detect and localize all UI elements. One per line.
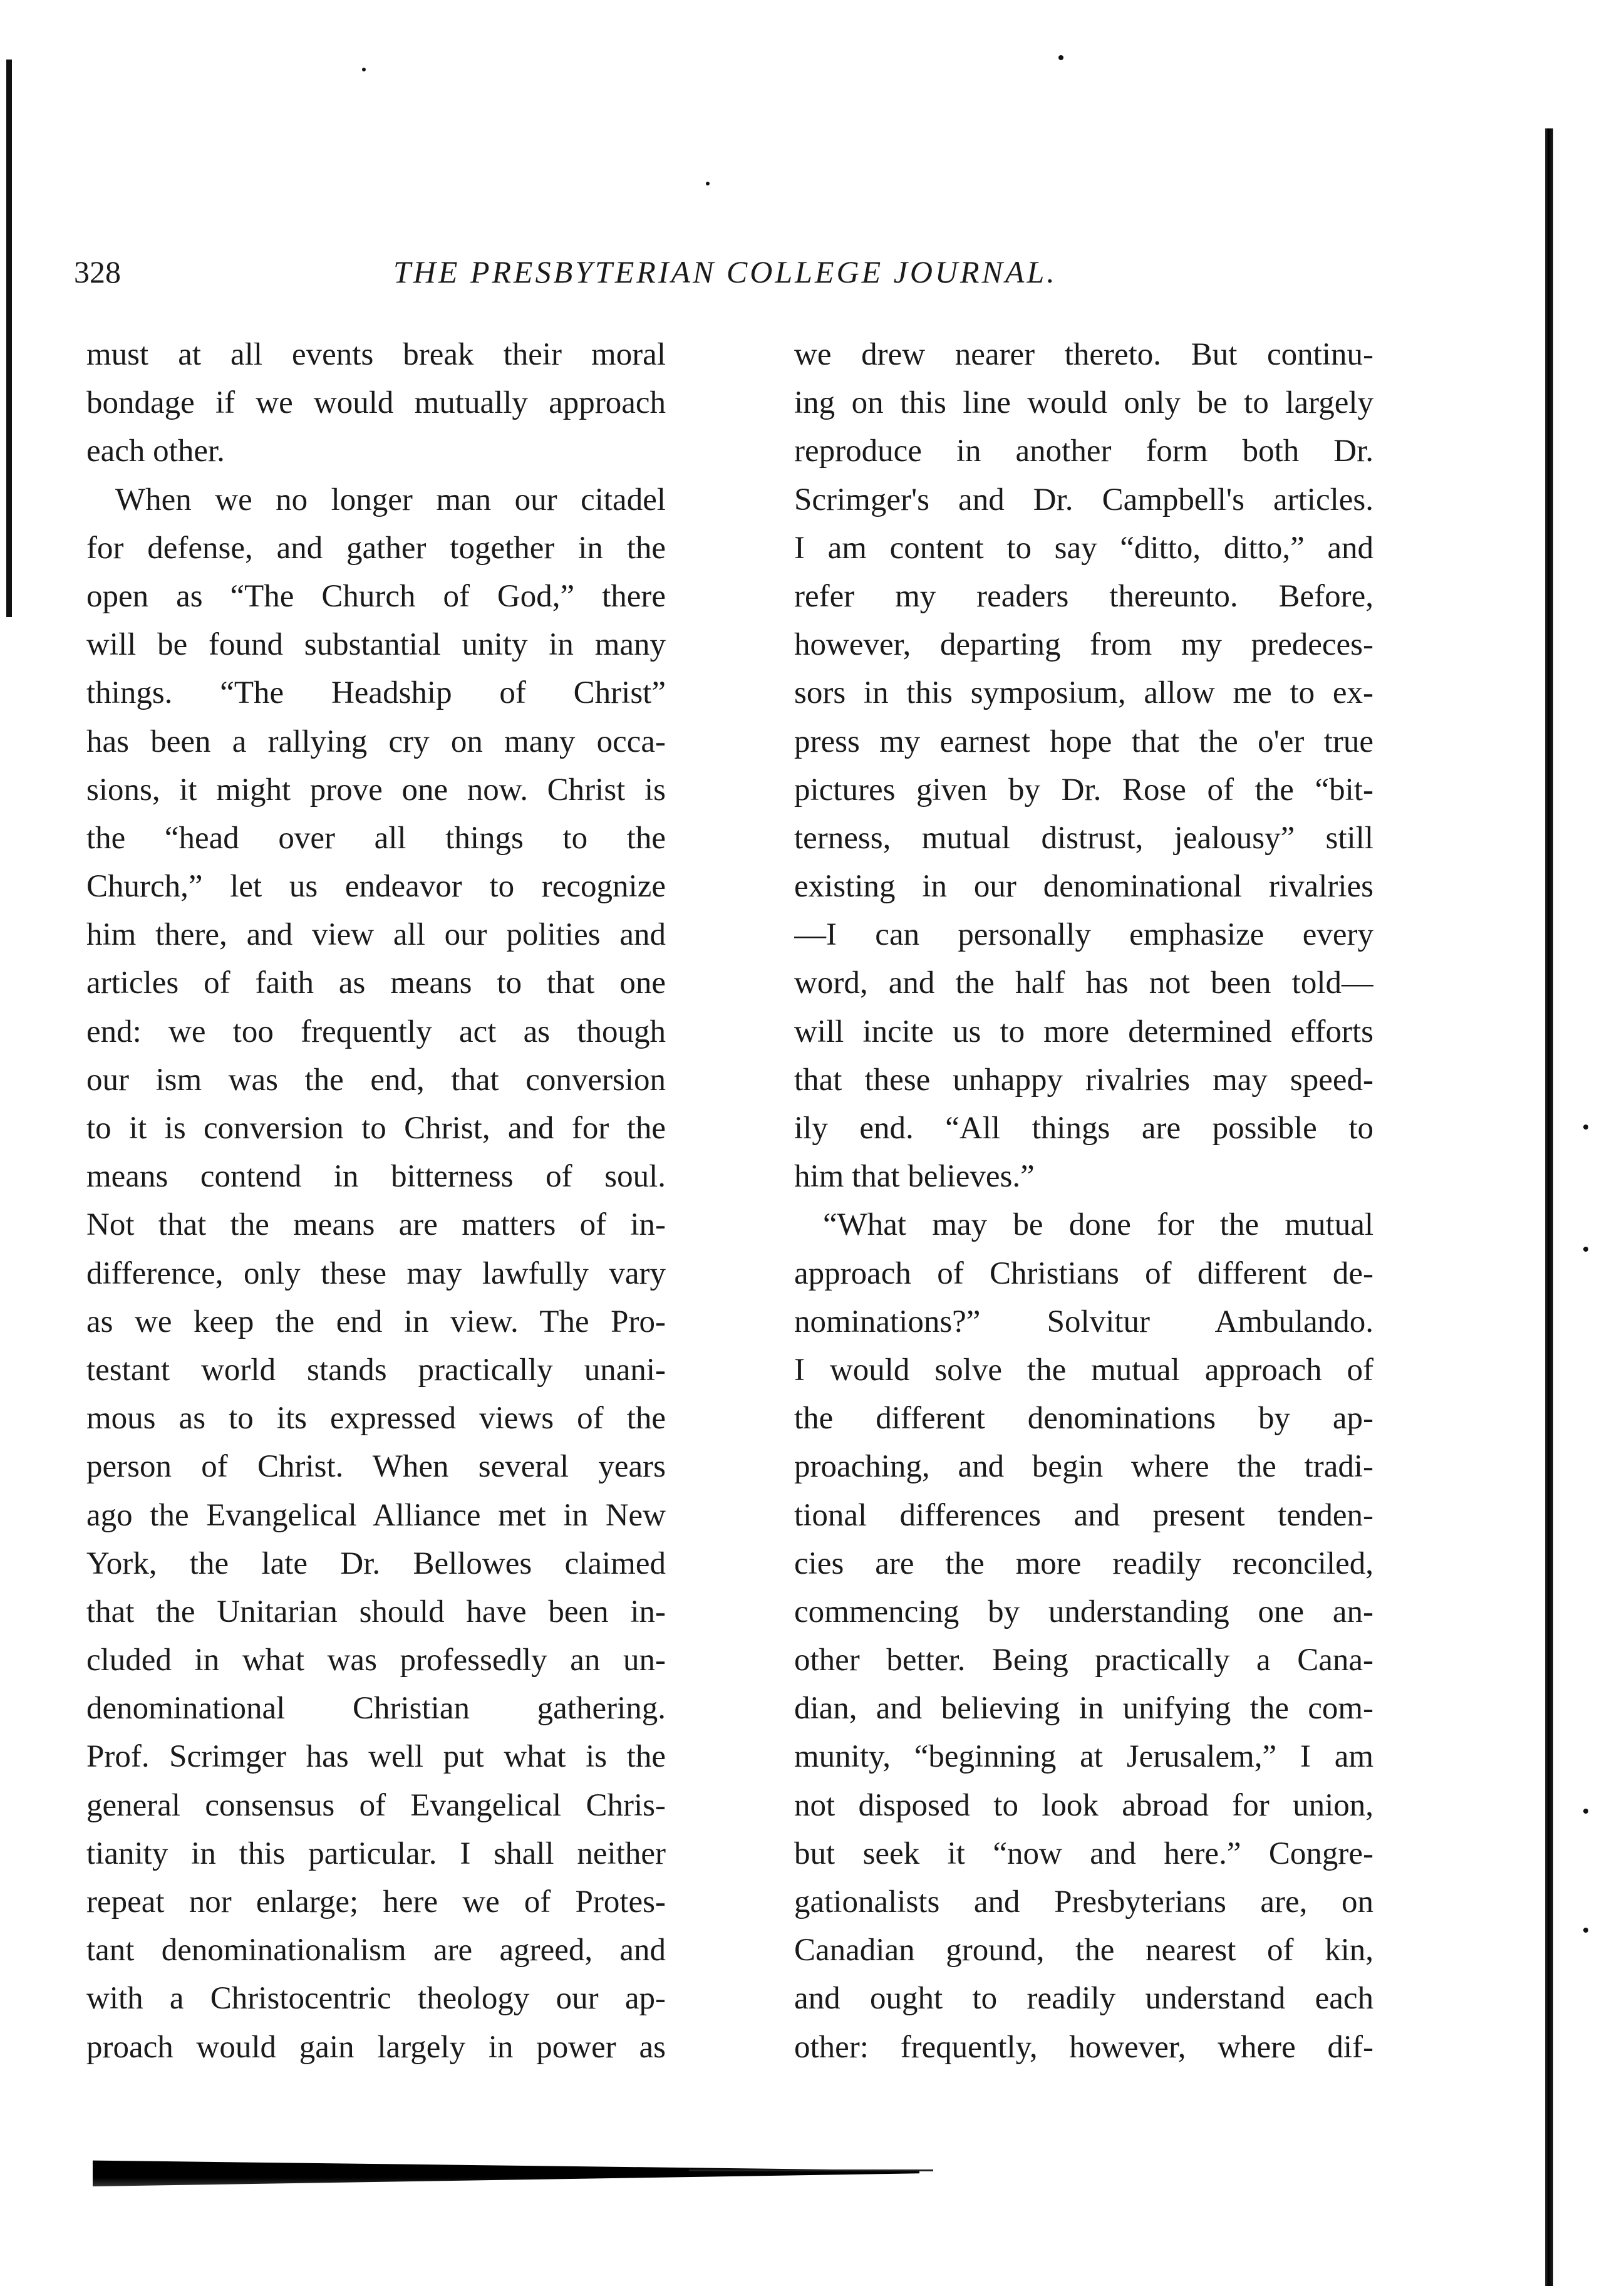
text-line: articles of faith as means to that one (86, 965, 666, 1001)
text-line: proach would gain largely in power as (86, 2029, 666, 2065)
page-header (74, 254, 1496, 304)
text-line: person of Christ. When several years (86, 1449, 666, 1485)
text-line: ago the Evangelical Alliance met in New (86, 1497, 666, 1533)
text-line: I am content to say “ditto, ditto,” and (794, 530, 1373, 566)
text-line: tant denominationalism are agreed, and (86, 1933, 666, 1968)
text-line: dian, and believing in unifying the com- (794, 1691, 1373, 1727)
text-line: mous as to its expressed views of the (86, 1401, 666, 1437)
text-line: sions, it might prove one now. Christ is (86, 772, 666, 808)
text-line: will be found substantial unity in many (86, 627, 666, 663)
text-line: press my earnest hope that the o'er true (794, 724, 1373, 759)
scan-bottom-bar (93, 2158, 919, 2186)
text-line: cluded in what was professedly an un- (86, 1643, 666, 1678)
text-line: must at all events break their moral (86, 337, 666, 372)
text-line: Church,” let us endeavor to recognize (86, 869, 666, 905)
text-line: him that believes.” (794, 1159, 1035, 1195)
scan-bottom-line (689, 2169, 933, 2171)
text-line: open as “The Church of God,” there (86, 578, 666, 614)
scan-speck (1583, 1928, 1588, 1933)
text-line: terness, mutual distrust, jealousy” still (794, 820, 1373, 856)
text-line: existing in our denominational rivalries (794, 869, 1373, 905)
text-line: reproduce in another form both Dr. (794, 434, 1373, 469)
text-line: refer my readers thereunto. Before, (794, 578, 1373, 614)
scan-speck (1058, 55, 1063, 60)
text-line: however, departing from my predeces- (794, 627, 1373, 663)
text-line: tianity in this particular. I shall neither (86, 1836, 666, 1871)
text-line: that the Unitarian should have been in- (86, 1594, 666, 1629)
scan-speck (1583, 1809, 1588, 1814)
text-line: gationalists and Presbyterians are, on (794, 1884, 1373, 1920)
scan-edge-left (6, 60, 12, 617)
text-line: pictures given by Dr. Rose of the “bit- (794, 772, 1373, 808)
text-line: commencing by understanding one an- (794, 1594, 1373, 1629)
scan-edge-right (1545, 128, 1553, 2286)
text-line: that these unhappy rivalries may speed- (794, 1062, 1373, 1098)
text-line: Canadian ground, the nearest of kin, (794, 1933, 1373, 1968)
text-line: cies are the more readily reconciled, (794, 1546, 1373, 1581)
text-line: means contend in bitterness of soul. (86, 1159, 666, 1195)
text-line: general consensus of Evangelical Chris- (86, 1787, 666, 1823)
text-line: we drew nearer thereto. But continu- (794, 337, 1373, 372)
right-column (794, 331, 1373, 2072)
text-line: not disposed to look abroad for union, (794, 1787, 1373, 1823)
text-line: other: frequently, however, where dif- (794, 2029, 1373, 2065)
text-line: the different denominations by ap- (794, 1401, 1373, 1437)
text-line: denominational Christian gathering. (86, 1691, 666, 1727)
text-line: the “head over all things to the (86, 820, 666, 856)
text-line: to it is conversion to Christ, and for the (86, 1111, 666, 1146)
text-line: other better. Being practically a Cana- (794, 1643, 1373, 1678)
scan-speck (706, 182, 710, 185)
text-line: testant world stands practically unani- (86, 1352, 666, 1388)
text-line: proaching, and begin where the tradi- (794, 1449, 1373, 1485)
text-line: tional differences and present tenden- (794, 1497, 1373, 1533)
left-column (86, 331, 666, 2072)
text-line: ing on this line would only be to largely (794, 385, 1373, 421)
text-line: him there, and view all our polities and (86, 917, 666, 953)
text-line: difference, only these may lawfully vary (86, 1255, 666, 1291)
text-line: —I can personally emphasize every (794, 917, 1373, 953)
text-line: Not that the means are matters of in- (86, 1207, 666, 1243)
text-line: word, and the half has not been told— (794, 965, 1373, 1001)
text-line: will incite us to more determined efforts (794, 1014, 1373, 1049)
text-line: sors in this symposium, allow me to ex- (794, 675, 1373, 711)
text-line: repeat nor enlarge; here we of Protes- (86, 1884, 666, 1920)
text-line: as we keep the end in view. The Pro- (86, 1304, 666, 1339)
running-title: THE PRESBYTERIAN COLLEGE JOURNAL. (393, 254, 1057, 289)
scan-speck (1583, 1247, 1588, 1252)
text-line: each other. (86, 434, 225, 469)
text-line: “What may be done for the mutual (823, 1207, 1373, 1243)
text-line: and ought to readily understand each (794, 1981, 1373, 2017)
text-line: has been a rallying cry on many occa- (86, 724, 666, 759)
text-line: Scrimger's and Dr. Campbell's articles. (794, 482, 1373, 517)
scan-speck (1583, 1125, 1588, 1130)
text-line: end: we too frequently act as though (86, 1014, 666, 1049)
text-line: but seek it “now and here.” Congre- (794, 1836, 1373, 1871)
text-line: approach of Christians of different de- (794, 1255, 1373, 1291)
text-line: Prof. Scrimger has well put what is the (86, 1739, 666, 1775)
text-line: our ism was the end, that conversion (86, 1062, 666, 1098)
text-line: I would solve the mutual approach of (794, 1352, 1373, 1388)
text-line: munity, “beginning at Jerusalem,” I am (794, 1739, 1373, 1775)
text-line: things. “The Headship of Christ” (86, 675, 666, 711)
text-line: for defense, and gather together in the (86, 530, 666, 566)
text-line: When we no longer man our citadel (115, 482, 666, 517)
text-line: bondage if we would mutually approach (86, 385, 666, 421)
page-number: 328 (74, 254, 121, 289)
text-line: nominations?” Solvitur Ambulando. (794, 1304, 1373, 1339)
text-line: York, the late Dr. Bellowes claimed (86, 1546, 666, 1581)
text-line: with a Christocentric theology our ap- (86, 1981, 666, 2017)
scan-speck (362, 68, 366, 71)
text-line: ily end. “All things are possible to (794, 1111, 1373, 1146)
